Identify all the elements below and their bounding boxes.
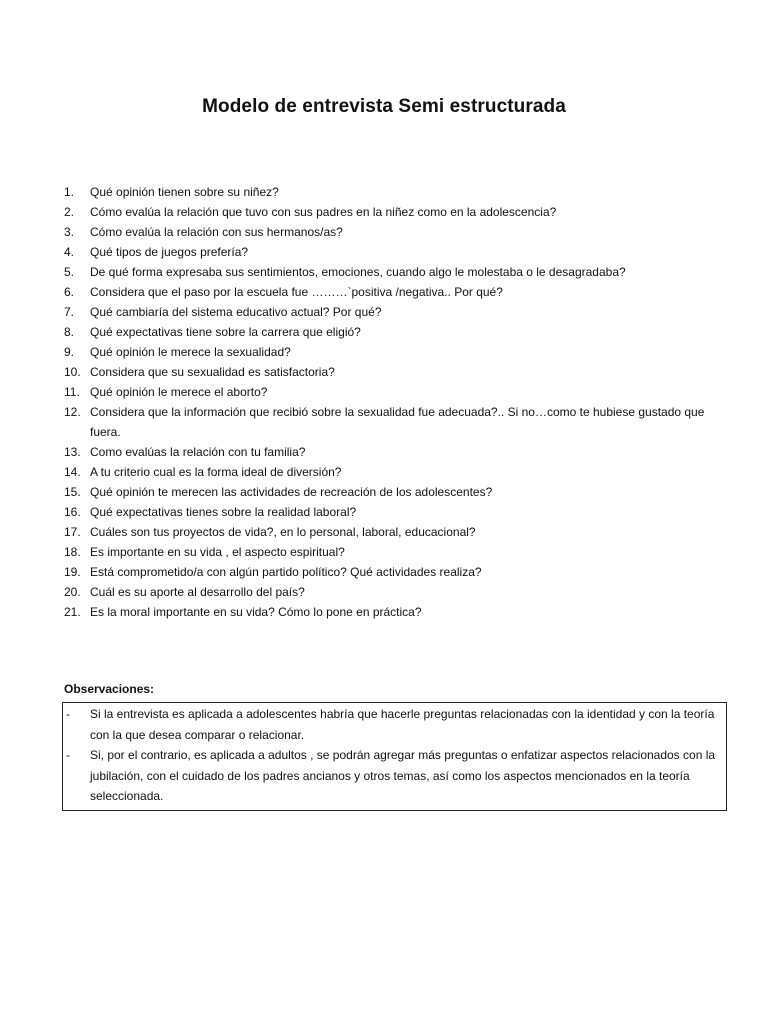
question-number: 3. xyxy=(64,225,75,239)
question-number: 15. xyxy=(64,485,81,499)
observation-marker: - xyxy=(66,748,70,762)
question-item xyxy=(64,282,734,302)
question-number: 7. xyxy=(64,305,75,319)
question-item xyxy=(64,302,734,322)
question-text: Qué tipos de juegos prefería? xyxy=(90,245,249,259)
question-number: 14. xyxy=(64,465,81,479)
question-item xyxy=(64,502,734,522)
question-item xyxy=(64,542,734,562)
question-number: 11. xyxy=(64,385,80,399)
question-item xyxy=(64,482,734,502)
observation-text: Si la entrevista es aplicada a adolescentes habría que hacerle preguntas relacionadas con la identidad y con la teoría con la que desea comparar o relacionar. xyxy=(90,707,715,742)
question-number: 18. xyxy=(64,545,81,559)
question-text: Qué expectativas tiene sobre la carrera que eligió? xyxy=(90,325,361,339)
observation-marker: - xyxy=(66,707,70,721)
question-item xyxy=(64,462,734,482)
question-item xyxy=(64,602,734,622)
question-text: Qué opinión le merece la sexualidad? xyxy=(90,345,291,359)
question-number: 4. xyxy=(64,245,75,259)
question-list xyxy=(64,182,734,622)
question-number: 13. xyxy=(64,445,81,459)
question-text: Qué opinión te merecen las actividades de recreación de los adolescentes? xyxy=(90,485,493,499)
question-number: 5. xyxy=(64,265,75,279)
question-number: 1. xyxy=(64,185,75,199)
question-text: A tu criterio cual es la forma ideal de diversión? xyxy=(90,465,342,479)
observation-item xyxy=(65,704,718,745)
question-text: Considera que su sexualidad es satisfactoria? xyxy=(90,365,335,379)
question-text: Cuáles son tus proyectos de vida?, en lo personal, laboral, educacional? xyxy=(90,525,476,539)
document-title: Modelo de entrevista Semi estructurada xyxy=(202,96,566,117)
question-text: Considera que la información que recibió sobre la sexualidad fue adecuada?.. Si no…como te hubiese gustado que fuera. xyxy=(90,405,705,439)
question-text: Qué opinión le merece el aborto? xyxy=(90,385,268,399)
question-item xyxy=(64,582,734,602)
question-item xyxy=(64,342,734,362)
question-number: 20. xyxy=(64,585,81,599)
question-text: Cómo evalúa la relación con sus hermanos/as? xyxy=(90,225,343,239)
question-item xyxy=(64,182,734,202)
question-item xyxy=(64,362,734,382)
question-item xyxy=(64,442,734,462)
question-item xyxy=(64,402,734,442)
question-text: Cómo evalúa la relación que tuvo con sus padres en la niñez como en la adolescencia? xyxy=(90,205,557,219)
question-number: 9. xyxy=(64,345,75,359)
question-number: 16. xyxy=(64,505,81,519)
question-number: 17. xyxy=(64,525,81,539)
observation-item xyxy=(65,745,718,807)
question-number: 10. xyxy=(64,365,81,379)
question-item xyxy=(64,242,734,262)
question-text: Qué opinión tienen sobre su niñez? xyxy=(90,185,279,199)
question-text: Qué expectativas tienes sobre la realidad laboral? xyxy=(90,505,357,519)
question-number: 21. xyxy=(64,605,81,619)
question-item xyxy=(64,202,734,222)
question-text: Es importante en su vida , el aspecto espiritual? xyxy=(90,545,345,559)
question-number: 2. xyxy=(64,205,75,219)
question-text: Cuál es su aporte al desarrollo del país? xyxy=(90,585,305,599)
question-item xyxy=(64,382,734,402)
question-item xyxy=(64,322,734,342)
question-text: Es la moral importante en su vida? Cómo lo pone en práctica? xyxy=(90,605,422,619)
question-number: 6. xyxy=(64,285,75,299)
question-number: 8. xyxy=(64,325,75,339)
question-item xyxy=(64,262,734,282)
question-item xyxy=(64,222,734,242)
observations-box xyxy=(62,702,727,811)
question-text: Está comprometido/a con algún partido político? Qué actividades realiza? xyxy=(90,565,482,579)
observations-heading: Observaciones: xyxy=(64,682,155,696)
question-item xyxy=(64,562,734,582)
observation-text: Si, por el contrario, es aplicada a adultos , se podrán agregar más preguntas o enfatizar aspectos relacionados con la jubilación, con el cuidado de los padres ancianos y otros temas, así como los aspectos mencionados en la teoría seleccionada. xyxy=(90,748,716,803)
question-number: 19. xyxy=(64,565,81,579)
question-item xyxy=(64,522,734,542)
question-text: Qué cambiaría del sistema educativo actual? Por qué? xyxy=(90,305,382,319)
question-text: Como evalúas la relación con tu familia? xyxy=(90,445,306,459)
question-text: De qué forma expresaba sus sentimientos, emociones, cuando algo le molestaba o le desagradaba? xyxy=(90,265,626,279)
question-number: 12. xyxy=(64,405,81,419)
question-text: Considera que el paso por la escuela fue ………`positiva /negativa.. Por qué? xyxy=(90,285,503,299)
